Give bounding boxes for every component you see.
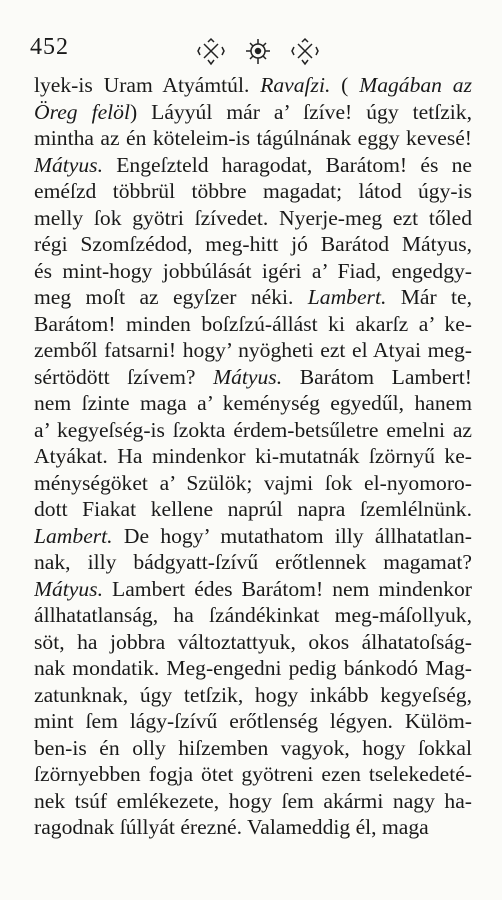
italic-segment: Lambert. (34, 523, 113, 548)
text-segment: zatunknak, úgy tetſzik, hogy inkább kegyeſség, (34, 682, 472, 707)
italic-segment: Ravaſzi. (260, 73, 331, 97)
text-line (34, 761, 472, 788)
text-line (34, 205, 472, 232)
text-segment: mintha az én köteleim-is tágúlnának eggy kevesé! (34, 126, 472, 150)
text-segment: dott Fiakat kellene naprúl napra ſzemlélnünk. (34, 497, 472, 521)
text-segment: melly ſok gyötri ſzívedet. Nyerje-meg ezt tőled (34, 205, 472, 230)
text-segment: zemből fatsarni! hogy’ nyögheti ezt el Atyai meg- (34, 338, 472, 362)
text-line (34, 443, 472, 470)
text-line (34, 470, 472, 497)
text-line (34, 284, 472, 311)
text-segment: Lambert édes Barátom! nem mindenkor (102, 576, 472, 601)
page-header (30, 34, 472, 70)
text-segment: mint ſem lágy-ſzívű erőtlenség légyen. Külöm- (34, 709, 472, 733)
text-line (34, 655, 472, 682)
text-segment: állhatatlanság, ha ſzándékinkat meg-máſollyuk, (34, 603, 472, 627)
italic-segment: Mátyus. (213, 364, 283, 389)
text-line (34, 72, 472, 99)
text-segment: Engeſzteld haragodat, Barátom! és ne (102, 152, 472, 177)
italic-segment: Lambert. (307, 285, 387, 309)
text-segment: a’ kegyeſség-is ſzokta érdem-betsűletre emelni az (34, 417, 472, 442)
text-line (34, 549, 472, 576)
text-segment: De hogy’ mutathatom illy állhatatlan- (112, 523, 472, 548)
text-segment: Barátom Lambert! (282, 364, 472, 389)
text-line (34, 258, 472, 285)
text-segment: régi Szomſzédod, meg-hitt jó Barátod Mátyus, (34, 232, 472, 256)
text-line (34, 629, 472, 656)
italic-segment: Öreg felöl (34, 99, 130, 124)
text-line (34, 417, 472, 444)
text-line (34, 311, 472, 338)
text-line (34, 682, 472, 709)
text-line (34, 814, 472, 841)
text-segment: meg moſt az egyſzer néki. (34, 285, 308, 309)
text-line (34, 178, 472, 205)
text-line (34, 523, 472, 550)
page-number: 452 (30, 34, 69, 60)
text-line (34, 576, 472, 603)
text-line (34, 364, 472, 391)
text-segment: Atyákat. Ha mindenkor ki-mutatnák ſzörnyű ke- (34, 444, 472, 468)
text-segment: ménységöket a’ Szülök; vajmi ſok el-nyomoro- (34, 470, 472, 495)
text-segment: Már te, (386, 285, 472, 309)
text-line (34, 125, 472, 152)
text-segment: nek tsúf emlékezete, hogy ſem akármi nagy ha- (34, 788, 472, 813)
text-line (34, 337, 472, 364)
text-segment: ben-is én olly hiſzemben vagyok, hogy ſokkal (34, 735, 472, 760)
text-line (34, 99, 472, 126)
text-line (34, 390, 472, 417)
text-line (34, 602, 472, 629)
text-segment: ) Láyyúl már a’ ſzíve! úgy tetſzik, (129, 99, 472, 124)
text-line (34, 788, 472, 815)
decorative-ornament-icon (196, 36, 320, 70)
italic-segment: Magában az (359, 73, 472, 97)
italic-segment: Mátyus. (34, 576, 103, 601)
text-segment: sértödött ſzívem? (34, 364, 214, 389)
text-segment: nem ſzinte maga a’ keménység egyedűl, hanem (34, 391, 472, 415)
text-segment: lyek-is Uram Atyámtúl. (34, 73, 261, 97)
text-segment: nak, illy bádgyatt-ſzívű erőtlennek magamat? (34, 550, 472, 574)
text-line (34, 708, 472, 735)
text-line (34, 496, 472, 523)
body-text (34, 72, 472, 841)
text-segment: ſzörnyebben fogja ötet gyötreni ezen tselekedeté- (34, 762, 472, 786)
text-line (34, 231, 472, 258)
text-segment: nak mondatik. Meg-engedni pedig bánkodó Mag- (34, 656, 472, 680)
italic-segment: Mátyus. (34, 152, 103, 177)
text-line (34, 735, 472, 762)
text-segment: eméſzd többrül többre magadat; látod úgy-is (34, 179, 472, 203)
text-segment: ( (330, 73, 360, 97)
text-segment: Barátom! minden boſzſzú-állást ki akarſz a’ ke- (34, 311, 472, 336)
text-line (34, 152, 472, 179)
text-segment: és mint-hogy jobbúlását igéri a’ Fiad, engedgy- (34, 258, 472, 283)
text-segment: ragodnak ſúllyát érezné. Valameddig él, maga (34, 815, 429, 839)
text-segment: söt, ha jobbra változtattyuk, okos álhatatoſság- (34, 629, 472, 654)
